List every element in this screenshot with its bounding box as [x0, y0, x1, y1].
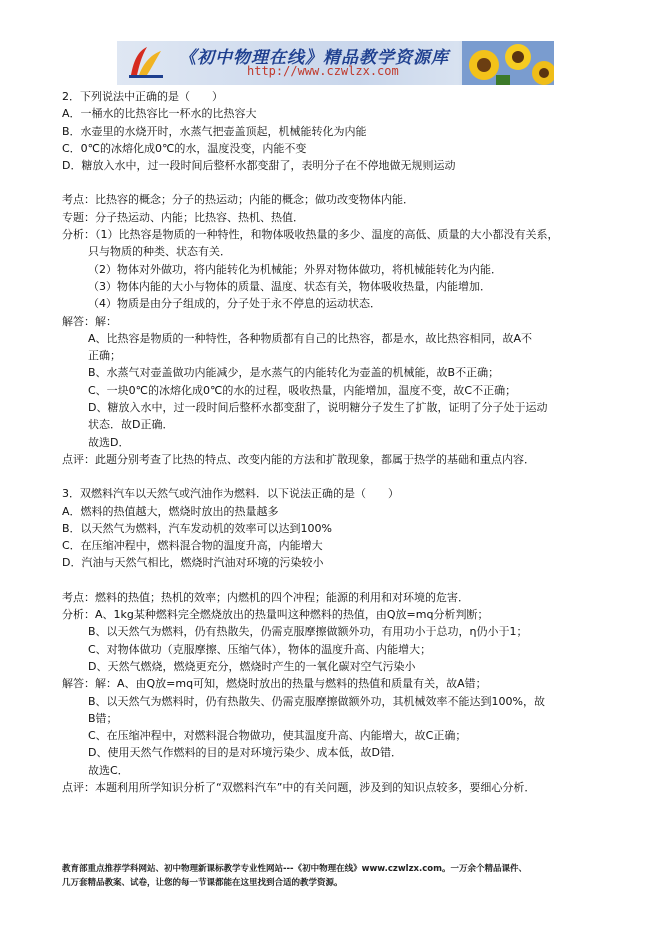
- sunflower-image-icon: [462, 41, 554, 85]
- banner-title: 《初中物理在线》精品教学资源库: [179, 48, 449, 68]
- q3-kaodian: 考点：燃料的热值；热机的效率；内燃机的四个冲程；能源的利用和对环境的危害．: [62, 590, 469, 604]
- q2-fenxi-3: （2）物体对外做功，将内能转化为机械能；外界对物体做功，将机械能转化为内能．: [88, 262, 502, 276]
- q2-fenxi-5: （4）物质是由分子组成的，分子处于永不停息的运动状态．: [88, 297, 381, 311]
- q2-fenxi-1: 分析：（1）比热容是物质的一种特性，和物体吸收热量的多少、温度的高低、质量的大小都没有关系，: [62, 228, 559, 242]
- q2-option-b: B．水壶里的水烧开时，水蒸气把壶盖顶起，机械能转化为内能: [62, 124, 367, 138]
- q2-option-c: C．0℃的冰熔化成0℃的水，温度没变，内能不变: [62, 141, 307, 155]
- q3-option-b: B．以天然气为燃料，汽车发动机的效率可以达到100%: [62, 521, 332, 535]
- q3-option-d: D．汽油与天然气相比，燃烧时汽油对环境的污染较小: [62, 556, 324, 570]
- q2-zhuanti: 专题：分子热运动、内能；比热容、热机、热值．: [62, 210, 304, 224]
- banner-url[interactable]: http://www.czwlzx.com: [247, 64, 399, 78]
- q2-jieda-a: A、比热容是物质的一种特性，各种物质都有自己的比热容，都是水，故比热容相同，故A不: [88, 331, 533, 345]
- footer-line-1: 教育部重点推荐学科网站、初中物理新课标教学专业性网站---《初中物理在线》www.czwlzx.com。一万余个精品课件、: [62, 864, 527, 874]
- q2-dianping: 点评：此题分别考查了比热的特点、改变内能的方法和扩散现象，都属于热学的基础和重点内容．: [62, 452, 535, 466]
- q3-jieda-b-cont: B错；: [88, 711, 118, 725]
- site-logo-icon: [125, 45, 165, 81]
- q3-jieda-c: C、在压缩冲程中，对燃料混合物做功，使其温度升高、内能增大，故C正确；: [88, 729, 467, 743]
- q2-stem: 2．下列说法中正确的是（ ）: [62, 90, 223, 103]
- q3-fenxi-3: C、对物体做功（克服摩擦、压缩气体），物体的温度升高、内能增大；: [88, 642, 432, 656]
- q3-fenxi-4: D、天然气燃烧，燃烧更充分，燃烧时产生的一氧化碳对空气污染小: [88, 659, 416, 673]
- q2-jieda-b: B、水蒸气对壶盖做功内能减少，是水蒸气的内能转化为壶盖的机械能，故B不正确；: [88, 366, 500, 380]
- q3-answer: 故选C．: [88, 763, 129, 777]
- q2-jieda-d-cont: 状态．故D正确．: [88, 418, 174, 432]
- q3-jieda-1: 解答：解：A、由Q放=mq可知，燃烧时放出的热量与燃料的热值和质量有关，故A错；: [62, 677, 487, 691]
- q2-jieda-d: D、糖放入水中，过一段时间后整杯水都变甜了，说明糖分子发生了扩散，证明了分子处于运动: [88, 401, 548, 415]
- page-footer: [62, 862, 602, 890]
- q3-fenxi-1: 分析：A、1kg某种燃料完全燃烧放出的热量叫这种燃料的热值，由Q放=mq分析判断；: [62, 608, 489, 622]
- q2-fenxi-4: （3）物体内能的大小与物体的质量、温度、状态有关，物体吸收热量，内能增加．: [88, 279, 491, 293]
- q3-stem: 3．双燃料汽车以天然气或汽油作为燃料．以下说法正确的是（ ）: [62, 487, 399, 501]
- header-banner: [117, 41, 554, 85]
- q2-jieda-label: 解答：解：: [62, 314, 117, 328]
- q2-option-a: A．一桶水的比热容比一杯水的比热容大: [62, 107, 257, 121]
- q3-option-a: A．燃料的热值越大，燃烧时放出的热量越多: [62, 504, 279, 518]
- document-body: [62, 88, 562, 796]
- footer-line-2: 几万套精品教案、试卷，让您的每一节课都能在这里找到合适的教学资源。: [62, 878, 343, 888]
- q3-fenxi-2: B、以天然气为燃料，仍有热散失，仍需克服摩擦做额外功，有用功小于总功，η仍小于1；: [88, 625, 528, 639]
- q3-jieda-d: D、使用天然气作燃料的目的是对环境污染少、成本低，故D错．: [88, 746, 402, 760]
- q2-fenxi-2: 只与物质的种类、状态有关．: [88, 245, 231, 259]
- q2-jieda-c: C、一块0℃的冰熔化成0℃的水的过程，吸收热量，内能增加，温度不变，故C不正确；: [88, 383, 517, 397]
- q2-answer: 故选D．: [88, 435, 130, 449]
- q2-jieda-a-cont: 正确；: [88, 349, 121, 363]
- q3-jieda-b: B、以天然气为燃料时，仍有热散失、仍需克服摩擦做额外功，其机械效率不能达到100%，故: [88, 694, 545, 708]
- q3-option-c: C．在压缩冲程中，燃料混合物的温度升高，内能增大: [62, 539, 323, 553]
- q2-kaodian: 考点：比热容的概念；分子的热运动；内能的概念；做功改变物体内能．: [62, 193, 414, 207]
- q2-option-d: D．糖放入水中，过一段时间后整杯水都变甜了，表明分子在不停地做无规则运动: [62, 159, 456, 173]
- q3-dianping: 点评：本题利用所学知识分析了“双燃料汽车”中的有关问题，涉及到的知识点较多，要细心分析．: [62, 780, 536, 794]
